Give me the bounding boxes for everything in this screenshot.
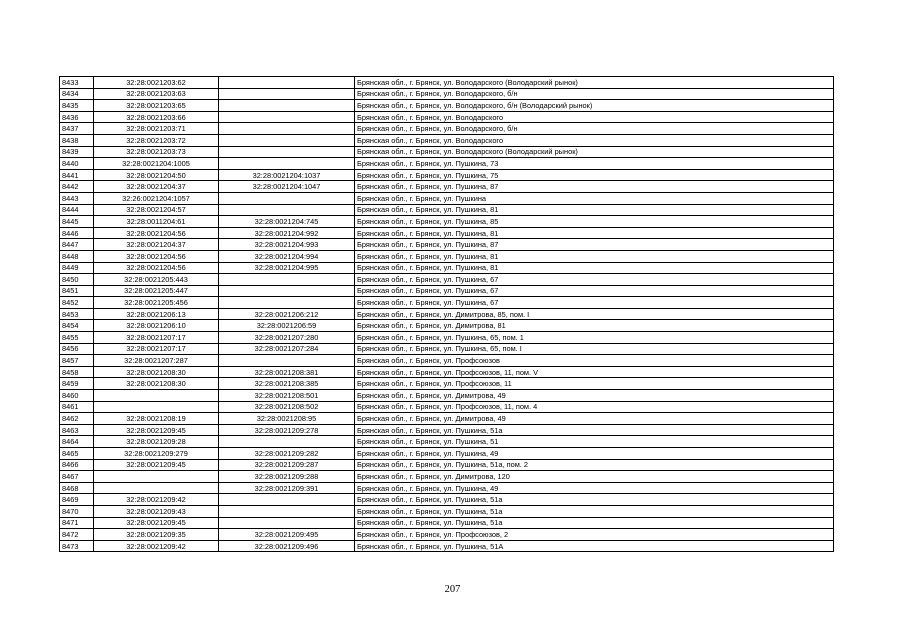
row-number-cell: 8440 bbox=[60, 158, 94, 170]
related-cadastral-number-cell bbox=[219, 297, 355, 309]
row-number-cell: 8439 bbox=[60, 146, 94, 158]
cadastral-number-cell: 32:28:0021204:56 bbox=[94, 262, 219, 274]
address-cell: Брянская обл., г. Брянск, ул. Димитрова, 120 bbox=[355, 471, 834, 483]
related-cadastral-number-cell bbox=[219, 100, 355, 112]
address-cell: Брянская обл., г. Брянск, ул. Пушкина, 49 bbox=[355, 482, 834, 494]
row-number-cell: 8465 bbox=[60, 448, 94, 460]
cadastral-number-cell: 32:28:0021209:42 bbox=[94, 540, 219, 552]
table-row bbox=[60, 88, 834, 100]
row-number-cell: 8471 bbox=[60, 517, 94, 529]
address-cell: Брянская обл., г. Брянск, ул. Пушкина, 81 bbox=[355, 227, 834, 239]
cadastral-number-cell: 32:28:0021208:19 bbox=[94, 413, 219, 425]
table-row bbox=[60, 494, 834, 506]
related-cadastral-number-cell bbox=[219, 123, 355, 135]
row-number-cell: 8470 bbox=[60, 505, 94, 517]
row-number-cell: 8443 bbox=[60, 192, 94, 204]
related-cadastral-number-cell bbox=[219, 111, 355, 123]
table-row bbox=[60, 448, 834, 460]
row-number-cell: 8448 bbox=[60, 250, 94, 262]
related-cadastral-number-cell: 32:28:0021209:287 bbox=[219, 459, 355, 471]
address-cell: Брянская обл., г. Брянск, ул. Володарского (Володарский рынок) bbox=[355, 77, 834, 89]
related-cadastral-number-cell: 32:28:0021207:284 bbox=[219, 343, 355, 355]
table-row bbox=[60, 320, 834, 332]
address-cell: Брянская обл., г. Брянск, ул. Пушкина, 65, пом. 1 bbox=[355, 332, 834, 344]
cadastral-number-cell: 32:28:0021209:42 bbox=[94, 494, 219, 506]
cadastral-number-cell: 32:28:0021209:45 bbox=[94, 459, 219, 471]
row-number-cell: 8472 bbox=[60, 529, 94, 541]
row-number-cell: 8456 bbox=[60, 343, 94, 355]
related-cadastral-number-cell bbox=[219, 494, 355, 506]
cadastral-number-cell: 32:28:0021203:63 bbox=[94, 88, 219, 100]
address-cell: Брянская обл., г. Брянск, ул. Профсоюзов, 2 bbox=[355, 529, 834, 541]
table-row bbox=[60, 285, 834, 297]
row-number-cell: 8461 bbox=[60, 401, 94, 413]
table-row bbox=[60, 274, 834, 286]
address-cell: Брянская обл., г. Брянск, ул. Пушкина, 67 bbox=[355, 297, 834, 309]
address-cell: Брянская обл., г. Брянск, ул. Пушкина, 51 bbox=[355, 436, 834, 448]
related-cadastral-number-cell: 32:28:0021204:1037 bbox=[219, 169, 355, 181]
table-row bbox=[60, 123, 834, 135]
address-cell: Брянская обл., г. Брянск, ул. Пушкина, 75 bbox=[355, 169, 834, 181]
row-number-cell: 8473 bbox=[60, 540, 94, 552]
row-number-cell: 8449 bbox=[60, 262, 94, 274]
table-row bbox=[60, 517, 834, 529]
table-row bbox=[60, 181, 834, 193]
cadastral-number-cell: 32:28:0021207:17 bbox=[94, 343, 219, 355]
row-number-cell: 8433 bbox=[60, 77, 94, 89]
table-row bbox=[60, 355, 834, 367]
address-cell: Брянская обл., г. Брянск, ул. Пушкина, 65, пом. I bbox=[355, 343, 834, 355]
table-row bbox=[60, 158, 834, 170]
table-body bbox=[60, 77, 834, 552]
cadastral-number-cell: 32:28:0021209:45 bbox=[94, 424, 219, 436]
cadastral-number-cell: 32:28:0021207:17 bbox=[94, 332, 219, 344]
address-cell: Брянская обл., г. Брянск, ул. Пушкина, 51а bbox=[355, 517, 834, 529]
cadastral-number-cell: 32:28:0021203:62 bbox=[94, 77, 219, 89]
row-number-cell: 8447 bbox=[60, 239, 94, 251]
related-cadastral-number-cell: 32:28:0021208:381 bbox=[219, 366, 355, 378]
table-row bbox=[60, 366, 834, 378]
cadastral-number-cell: 32:28:0021207:287 bbox=[94, 355, 219, 367]
related-cadastral-number-cell bbox=[219, 505, 355, 517]
table-row bbox=[60, 471, 834, 483]
related-cadastral-number-cell bbox=[219, 285, 355, 297]
address-cell: Брянская обл., г. Брянск, ул. Володарского, б/н bbox=[355, 88, 834, 100]
cadastral-table bbox=[59, 76, 834, 552]
table-row bbox=[60, 378, 834, 390]
row-number-cell: 8438 bbox=[60, 134, 94, 146]
related-cadastral-number-cell: 32:28:0021208:95 bbox=[219, 413, 355, 425]
cadastral-number-cell: 32:28:0021203:72 bbox=[94, 134, 219, 146]
cadastral-number-cell: 32:28:0021204:56 bbox=[94, 227, 219, 239]
address-cell: Брянская обл., г. Брянск, ул. Профсоюзов bbox=[355, 355, 834, 367]
address-cell: Брянская обл., г. Брянск, ул. Пушкина, 51а bbox=[355, 424, 834, 436]
related-cadastral-number-cell bbox=[219, 134, 355, 146]
address-cell: Брянская обл., г. Брянск, ул. Профсоюзов, 11, пом. 4 bbox=[355, 401, 834, 413]
row-number-cell: 8435 bbox=[60, 100, 94, 112]
address-cell: Брянская обл., г. Брянск, ул. Володарского, б/н (Володарский рынок) bbox=[355, 100, 834, 112]
related-cadastral-number-cell: 32:28:0021209:288 bbox=[219, 471, 355, 483]
related-cadastral-number-cell bbox=[219, 274, 355, 286]
related-cadastral-number-cell bbox=[219, 355, 355, 367]
address-cell: Брянская обл., г. Брянск, ул. Профсоюзов, 11, пом. V bbox=[355, 366, 834, 378]
row-number-cell: 8453 bbox=[60, 308, 94, 320]
address-cell: Брянская обл., г. Брянск, ул. Пушкина, 51а, пом. 2 bbox=[355, 459, 834, 471]
row-number-cell: 8452 bbox=[60, 297, 94, 309]
cadastral-number-cell: 32:28:0021209:43 bbox=[94, 505, 219, 517]
address-cell: Брянская обл., г. Брянск, ул. Пушкина, 67 bbox=[355, 274, 834, 286]
address-cell: Брянская обл., г. Брянск, ул. Пушкина, 67 bbox=[355, 285, 834, 297]
address-cell: Брянская обл., г. Брянск, ул. Пушкина, 81 bbox=[355, 250, 834, 262]
row-number-cell: 8468 bbox=[60, 482, 94, 494]
related-cadastral-number-cell: 32:28:0021204:995 bbox=[219, 262, 355, 274]
cadastral-number-cell: 32:28:0021203:71 bbox=[94, 123, 219, 135]
related-cadastral-number-cell bbox=[219, 204, 355, 216]
related-cadastral-number-cell: 32:28:0021208:501 bbox=[219, 390, 355, 402]
table-row bbox=[60, 239, 834, 251]
table-row bbox=[60, 436, 834, 448]
row-number-cell: 8457 bbox=[60, 355, 94, 367]
address-cell: Брянская обл., г. Брянск, ул. Пушкина, 49 bbox=[355, 448, 834, 460]
related-cadastral-number-cell: 32:28:0021204:994 bbox=[219, 250, 355, 262]
cadastral-number-cell: 32:28:0021209:279 bbox=[94, 448, 219, 460]
row-number-cell: 8441 bbox=[60, 169, 94, 181]
related-cadastral-number-cell: 32:28:0021204:992 bbox=[219, 227, 355, 239]
cadastral-number-cell: 32:28:0021209:28 bbox=[94, 436, 219, 448]
related-cadastral-number-cell bbox=[219, 517, 355, 529]
address-cell: Брянская обл., г. Брянск, ул. Димитрова, 81 bbox=[355, 320, 834, 332]
related-cadastral-number-cell: 32:28:0021207:280 bbox=[219, 332, 355, 344]
related-cadastral-number-cell bbox=[219, 88, 355, 100]
address-cell: Брянская обл., г. Брянск, ул. Пушкина, 81 bbox=[355, 262, 834, 274]
table-row bbox=[60, 297, 834, 309]
row-number-cell: 8469 bbox=[60, 494, 94, 506]
related-cadastral-number-cell: 32:28:0021208:385 bbox=[219, 378, 355, 390]
address-cell: Брянская обл., г. Брянск, ул. Пушкина, 51а bbox=[355, 494, 834, 506]
row-number-cell: 8436 bbox=[60, 111, 94, 123]
cadastral-number-cell: 32:28:0021205:443 bbox=[94, 274, 219, 286]
related-cadastral-number-cell bbox=[219, 77, 355, 89]
row-number-cell: 8454 bbox=[60, 320, 94, 332]
cadastral-number-cell: 32:28:0021203:65 bbox=[94, 100, 219, 112]
cadastral-number-cell: 32:28:0021204:56 bbox=[94, 250, 219, 262]
related-cadastral-number-cell: 32:28:0021204:993 bbox=[219, 239, 355, 251]
table-row bbox=[60, 169, 834, 181]
related-cadastral-number-cell: 32:28:0021206:59 bbox=[219, 320, 355, 332]
related-cadastral-number-cell: 32:28:0021208:502 bbox=[219, 401, 355, 413]
table-row bbox=[60, 413, 834, 425]
related-cadastral-number-cell: 32:28:0021209:282 bbox=[219, 448, 355, 460]
table-row bbox=[60, 482, 834, 494]
cadastral-number-cell: 32:28:0021203:66 bbox=[94, 111, 219, 123]
table-row bbox=[60, 540, 834, 552]
address-cell: Брянская обл., г. Брянск, ул. Профсоюзов, 11 bbox=[355, 378, 834, 390]
related-cadastral-number-cell: 32:28:0021209:278 bbox=[219, 424, 355, 436]
table-row bbox=[60, 134, 834, 146]
table-row bbox=[60, 192, 834, 204]
address-cell: Брянская обл., г. Брянск, ул. Пушкина, 73 bbox=[355, 158, 834, 170]
row-number-cell: 8445 bbox=[60, 216, 94, 228]
address-cell: Брянская обл., г. Брянск, ул. Пушкина bbox=[355, 192, 834, 204]
related-cadastral-number-cell: 32:28:0021209:496 bbox=[219, 540, 355, 552]
table-row bbox=[60, 250, 834, 262]
row-number-cell: 8437 bbox=[60, 123, 94, 135]
cadastral-number-cell: 32:28:0021206:10 bbox=[94, 320, 219, 332]
address-cell: Брянская обл., г. Брянск, ул. Димитрова, 85, пом. I bbox=[355, 308, 834, 320]
row-number-cell: 8460 bbox=[60, 390, 94, 402]
address-cell: Брянская обл., г. Брянск, ул. Пушкина, 87 bbox=[355, 239, 834, 251]
address-cell: Брянская обл., г. Брянск, ул. Пушкина, 87 bbox=[355, 181, 834, 193]
cadastral-number-cell: 32:26:0021204:1057 bbox=[94, 192, 219, 204]
row-number-cell: 8451 bbox=[60, 285, 94, 297]
table-row bbox=[60, 308, 834, 320]
cadastral-number-cell: 32:28:0021209:35 bbox=[94, 529, 219, 541]
address-cell: Брянская обл., г. Брянск, ул. Димитрова, 49 bbox=[355, 390, 834, 402]
table-row bbox=[60, 227, 834, 239]
cadastral-number-cell bbox=[94, 471, 219, 483]
table-row bbox=[60, 216, 834, 228]
table-row bbox=[60, 262, 834, 274]
table-row bbox=[60, 100, 834, 112]
cadastral-number-cell: 32:28:0021208:30 bbox=[94, 366, 219, 378]
cadastral-number-cell: 32:28:0021204:1005 bbox=[94, 158, 219, 170]
related-cadastral-number-cell bbox=[219, 436, 355, 448]
row-number-cell: 8444 bbox=[60, 204, 94, 216]
table-row bbox=[60, 424, 834, 436]
row-number-cell: 8467 bbox=[60, 471, 94, 483]
table-row bbox=[60, 332, 834, 344]
page-number: 207 bbox=[444, 584, 461, 595]
address-cell: Брянская обл., г. Брянск, ул. Володарского bbox=[355, 134, 834, 146]
cadastral-number-cell: 32:28:0021205:447 bbox=[94, 285, 219, 297]
address-cell: Брянская обл., г. Брянск, ул. Пушкина, 51а bbox=[355, 505, 834, 517]
row-number-cell: 8442 bbox=[60, 181, 94, 193]
cadastral-number-cell: 32:28:0021204:37 bbox=[94, 239, 219, 251]
table-row bbox=[60, 204, 834, 216]
related-cadastral-number-cell: 32:28:0021204:1047 bbox=[219, 181, 355, 193]
related-cadastral-number-cell: 32:28:0021209:495 bbox=[219, 529, 355, 541]
cadastral-number-cell bbox=[94, 390, 219, 402]
related-cadastral-number-cell bbox=[219, 146, 355, 158]
table-row bbox=[60, 111, 834, 123]
table-row bbox=[60, 146, 834, 158]
row-number-cell: 8464 bbox=[60, 436, 94, 448]
related-cadastral-number-cell bbox=[219, 158, 355, 170]
row-number-cell: 8450 bbox=[60, 274, 94, 286]
cadastral-number-cell: 32:28:0021208:30 bbox=[94, 378, 219, 390]
row-number-cell: 8434 bbox=[60, 88, 94, 100]
address-cell: Брянская обл., г. Брянск, ул. Володарского bbox=[355, 111, 834, 123]
cadastral-number-cell: 32:28:0021203:73 bbox=[94, 146, 219, 158]
row-number-cell: 8463 bbox=[60, 424, 94, 436]
cadastral-number-cell: 32:28:0021204:57 bbox=[94, 204, 219, 216]
cadastral-number-cell: 32:28:0021204:37 bbox=[94, 181, 219, 193]
table-row bbox=[60, 459, 834, 471]
address-cell: Брянская обл., г. Брянск, ул. Пушкина, 85 bbox=[355, 216, 834, 228]
address-cell: Брянская обл., г. Брянск, ул. Володарского (Володарский рынок) bbox=[355, 146, 834, 158]
table-row bbox=[60, 401, 834, 413]
address-cell: Брянская обл., г. Брянск, ул. Володарского, б/н bbox=[355, 123, 834, 135]
cadastral-number-cell: 32:28:0021205:456 bbox=[94, 297, 219, 309]
related-cadastral-number-cell bbox=[219, 192, 355, 204]
table-row bbox=[60, 390, 834, 402]
row-number-cell: 8462 bbox=[60, 413, 94, 425]
address-cell: Брянская обл., г. Брянск, ул. Димитрова, 49 bbox=[355, 413, 834, 425]
cadastral-number-cell: 32:28:0021209:45 bbox=[94, 517, 219, 529]
address-cell: Брянская обл., г. Брянск, ул. Пушкина, 81 bbox=[355, 204, 834, 216]
address-cell: Брянская обл., г. Брянск, ул. Пушкина, 51А bbox=[355, 540, 834, 552]
related-cadastral-number-cell: 32:28:0021209:391 bbox=[219, 482, 355, 494]
table-row bbox=[60, 343, 834, 355]
table-row bbox=[60, 529, 834, 541]
table-row bbox=[60, 77, 834, 89]
cadastral-number-cell bbox=[94, 401, 219, 413]
row-number-cell: 8446 bbox=[60, 227, 94, 239]
row-number-cell: 8466 bbox=[60, 459, 94, 471]
row-number-cell: 8459 bbox=[60, 378, 94, 390]
row-number-cell: 8455 bbox=[60, 332, 94, 344]
cadastral-number-cell: 32:28:0021206:13 bbox=[94, 308, 219, 320]
row-number-cell: 8458 bbox=[60, 366, 94, 378]
cadastral-number-cell: 32:28:0011204:61 bbox=[94, 216, 219, 228]
table-row bbox=[60, 505, 834, 517]
related-cadastral-number-cell: 32:28:0021206:212 bbox=[219, 308, 355, 320]
cadastral-number-cell bbox=[94, 482, 219, 494]
cadastral-number-cell: 32:28:0021204:50 bbox=[94, 169, 219, 181]
related-cadastral-number-cell: 32:28:0021204:745 bbox=[219, 216, 355, 228]
